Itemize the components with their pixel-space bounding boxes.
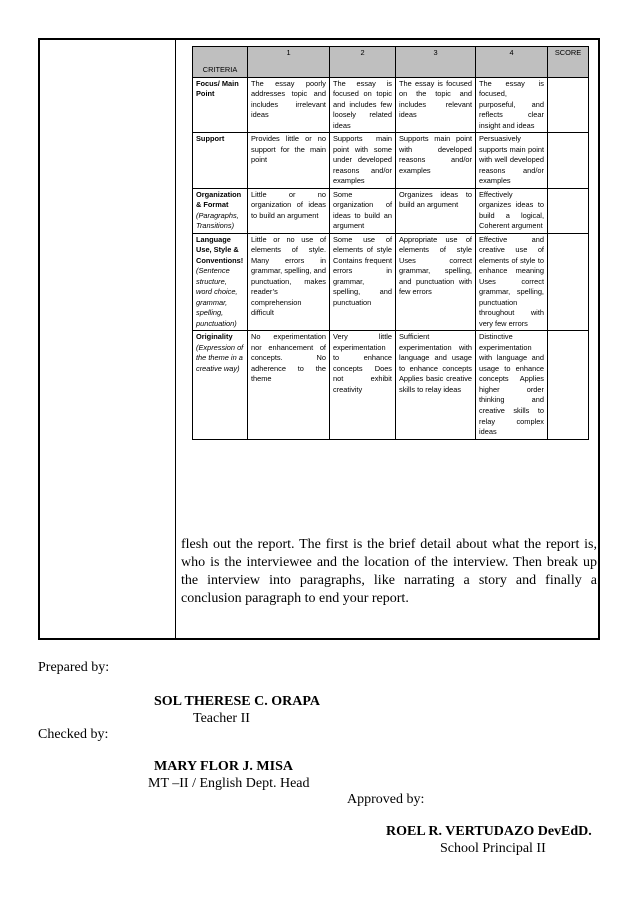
criterion-name: Language Use, Style & Conventions! bbox=[196, 234, 244, 265]
approved-by-label: Approved by: bbox=[347, 792, 425, 807]
level-1-cell: The essay poorly addresses topic and includes irrelevant ideas bbox=[248, 77, 330, 133]
criterion-subtitle: (Sentence structure, word choice, grammar, spelling, punctuation) bbox=[196, 266, 238, 328]
score-header: SCORE bbox=[548, 47, 589, 78]
frame-column-divider bbox=[175, 38, 176, 640]
checked-by-name: MARY FLOR J. MISA bbox=[154, 759, 293, 774]
rubric-header-row bbox=[193, 47, 589, 78]
level-4-cell: Persuasively supports main point with well developed reasons and/or examples bbox=[476, 133, 548, 189]
rubric-row-organization bbox=[193, 188, 589, 233]
level-2-cell: Some use of elements of style Contains frequent errors in grammar, spelling, and punctuation bbox=[330, 233, 396, 331]
score-cell[interactable] bbox=[548, 77, 589, 133]
criterion-subtitle: (Paragraphs, Transitions) bbox=[196, 210, 239, 231]
score-cell[interactable] bbox=[548, 331, 589, 439]
level-4-header: 4 bbox=[476, 47, 548, 78]
criterion-cell bbox=[193, 188, 248, 233]
level-1-cell: Little or no organization of ideas to build an argument bbox=[248, 188, 330, 233]
level-4-cell: Effective and creative use of elements of style to enhance meaning Uses correct grammar, spelling, punctuation throughout with very few errors bbox=[476, 233, 548, 331]
rubric-row-language bbox=[193, 233, 589, 331]
criterion-cell bbox=[193, 133, 248, 189]
prepared-by-name: SOL THERESE C. ORAPA bbox=[154, 694, 320, 709]
score-cell[interactable] bbox=[548, 233, 589, 331]
level-2-cell: Very little experimentation to enhance concepts Does not exhibit creativity bbox=[330, 331, 396, 439]
level-1-header: 1 bbox=[248, 47, 330, 78]
approved-by-title: School Principal II bbox=[440, 841, 546, 856]
rubric-row-support bbox=[193, 133, 589, 189]
criterion-name: Organization & Format bbox=[196, 189, 242, 210]
checked-by-title: MT –II / English Dept. Head bbox=[148, 776, 310, 791]
rubric-row-focus bbox=[193, 77, 589, 133]
level-4-cell: The essay is focused, purposeful, and reflects clear insight and ideas bbox=[476, 77, 548, 133]
criterion-name: Originality bbox=[196, 332, 233, 342]
criterion-cell bbox=[193, 331, 248, 439]
prepared-by-title: Teacher II bbox=[193, 711, 250, 726]
criterion-name: Support bbox=[196, 134, 225, 144]
level-4-cell: Distinctive experimentation with language and usage to enhance concepts Applies higher order thinking and creative skills to relay complex ideas bbox=[476, 331, 548, 439]
checked-by-label: Checked by: bbox=[38, 727, 109, 742]
level-1-cell: Little or no use of elements of style. Many errors in grammar, spelling, and punctuation, makes reader’s comprehension difficult bbox=[248, 233, 330, 331]
level-1-cell: Provides little or no support for the main point bbox=[248, 133, 330, 189]
level-2-header: 2 bbox=[330, 47, 396, 78]
criterion-subtitle: (Expression of the theme in a creative way) bbox=[196, 342, 244, 373]
level-4-cell: Effectively organizes ideas to build a logical, Coherent argument bbox=[476, 188, 548, 233]
criterion-name: Focus/ Main Point bbox=[196, 78, 239, 99]
criterion-cell bbox=[193, 233, 248, 331]
level-3-cell: Organizes ideas to build an argument bbox=[396, 188, 476, 233]
level-2-cell: Supports main point with some under developed reasons and/or examples bbox=[330, 133, 396, 189]
score-cell[interactable] bbox=[548, 188, 589, 233]
level-3-cell: The essay is focused on the topic and includes relevant ideas bbox=[396, 77, 476, 133]
level-2-cell: Some organization of ideas to build an argument bbox=[330, 188, 396, 233]
instructions-paragraph: flesh out the report. The first is the brief detail about what the report is, who is the interviewee and the location of the interview. Then break up the interview into paragraphs, like narrating a story and finally a conclusion paragraph to end your report. bbox=[181, 537, 597, 606]
level-2-cell: The essay is focused on topic and includes few loosely related ideas bbox=[330, 77, 396, 133]
criterion-cell bbox=[193, 77, 248, 133]
prepared-by-label: Prepared by: bbox=[38, 660, 110, 675]
rubric-row-originality bbox=[193, 331, 589, 439]
rubric-table bbox=[192, 46, 589, 440]
level-3-cell: Appropriate use of elements of style Uses correct grammar, spelling, and punctuation with few errors bbox=[396, 233, 476, 331]
score-cell[interactable] bbox=[548, 133, 589, 189]
level-1-cell: No experimentation nor enhancement of concepts. No adherence to the theme bbox=[248, 331, 330, 439]
criteria-header: CRITERIA bbox=[193, 47, 248, 78]
level-3-cell: Supports main point with developed reasons and/or examples bbox=[396, 133, 476, 189]
approved-by-name: ROEL R. VERTUDAZO DevEdD. bbox=[386, 824, 592, 839]
level-3-header: 3 bbox=[396, 47, 476, 78]
level-3-cell: Sufficient experimentation with language and usage to enhance concepts Applies basic creative skills to relay ideas bbox=[396, 331, 476, 439]
